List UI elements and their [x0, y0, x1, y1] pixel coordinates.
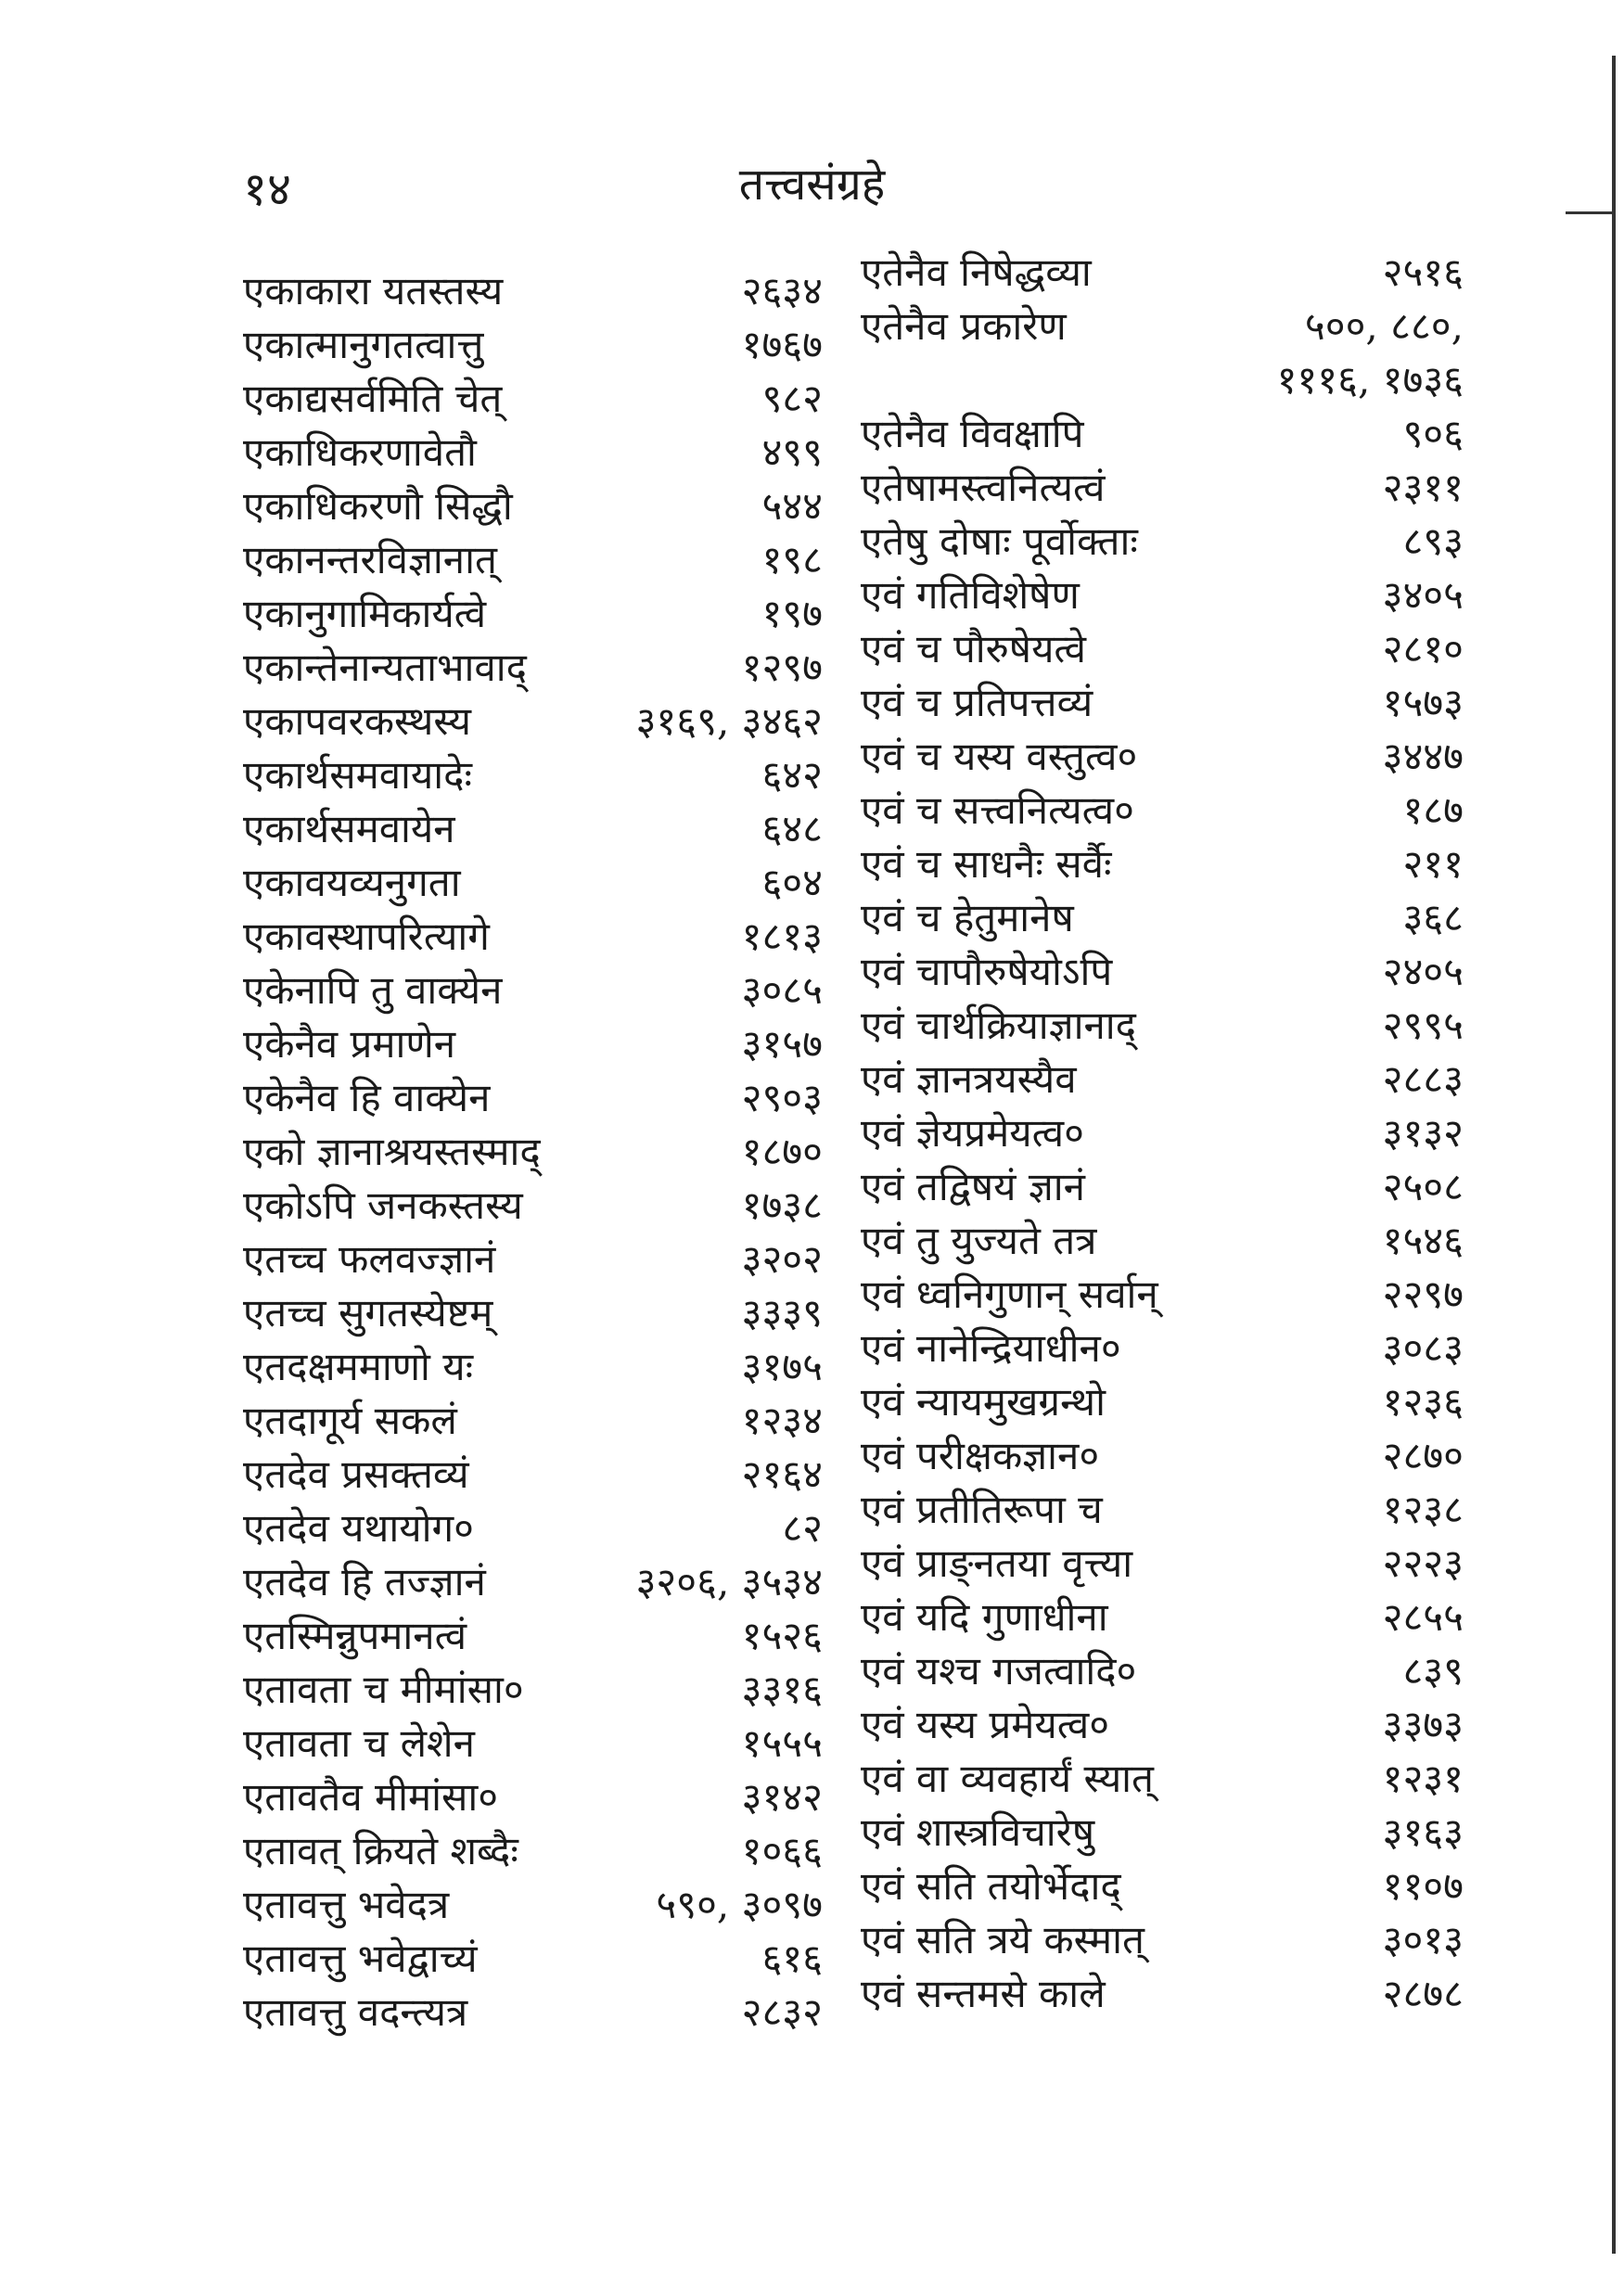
verse-number: ८३९: [1402, 1648, 1464, 1693]
index-row: [861, 1322, 1464, 1375]
index-entry: एतेनैव निषेद्धव्या: [861, 249, 1092, 295]
index-entry: एतेषु दोषाः पूर्वोक्ताः: [861, 518, 1138, 564]
verse-number: ८२: [782, 1505, 823, 1551]
verse-number: २५०८: [1382, 1164, 1464, 1209]
index-row: [243, 1179, 823, 1233]
index-column-left: [243, 264, 823, 2039]
index-entry: एवं च यस्य वस्तुत्व०: [861, 734, 1138, 779]
index-entry: एकाकारा यतस्तस्य: [243, 268, 504, 313]
index-entry: एकावयव्यनुगता: [243, 860, 461, 905]
index-row: [243, 1017, 823, 1071]
verse-number: ६४८: [761, 806, 823, 851]
verse-number: ३०८३: [1382, 1325, 1464, 1371]
index-row: [243, 264, 823, 318]
index-entry: एतस्मिन्नुपमानत्वं: [243, 1613, 467, 1658]
index-row: [861, 569, 1464, 622]
index-entry: एवं तद्विषयं ज्ञानं: [861, 1164, 1085, 1209]
index-row: [243, 802, 823, 856]
verse-number: १७६७: [741, 322, 823, 367]
index-entry: एवं च हेतुमानेष: [861, 895, 1074, 940]
index-entry: एकेनैव प्रमाणेन: [243, 1021, 456, 1067]
index-entry: एतेनैव प्रकारेण: [861, 303, 1067, 349]
verse-number: २९०३: [741, 1075, 823, 1120]
page-right-border: [1612, 56, 1616, 2254]
index-row: [243, 1071, 823, 1125]
index-entry: एवं चार्थक्रियाज्ञानाद्: [861, 1003, 1136, 1048]
verse-number: ३४०५: [1382, 572, 1464, 618]
verse-number: १९८: [761, 537, 823, 582]
index-entry: एवं यस्य प्रमेयत्व०: [861, 1702, 1110, 1747]
index-entry: एकाधिकरणौ सिद्धौ: [243, 483, 513, 529]
index-entry: एतच्च फलवज्ज्ञानं: [243, 1236, 496, 1282]
index-entry: एवं सति तयोर्भेदाद्: [861, 1863, 1121, 1909]
index-entry: एतदेव हि तज्ज्ञानं: [243, 1559, 486, 1604]
verse-number: ११०७: [1382, 1863, 1464, 1909]
index-entry: एवं सति त्रये कस्मात्: [861, 1917, 1144, 1962]
verse-number: २११: [1402, 841, 1464, 887]
verse-number: १५२६: [741, 1613, 823, 1658]
index-row: [243, 1932, 823, 1986]
index-row: [861, 1698, 1464, 1752]
index-row: [243, 1555, 823, 1609]
index-entry: एवं यश्च गजत्वादि०: [861, 1648, 1137, 1693]
verse-number: २८७८: [1382, 1971, 1464, 2016]
verse-number: ५९०, ३०९७: [656, 1882, 823, 1927]
index-entry: एकोऽपि जनकस्तस्य: [243, 1182, 523, 1228]
verse-number: २५१६: [1382, 249, 1464, 295]
index-row: [243, 1986, 823, 2039]
index-entry: एकानन्तरविज्ञानात्: [243, 537, 497, 582]
index-entry: एवं गतिविशेषेण: [861, 572, 1080, 618]
index-row: [861, 1644, 1464, 1698]
index-entry: एतेषामस्त्वनित्यत्वं: [861, 465, 1106, 510]
index-row: [861, 1053, 1464, 1106]
verse-number: ४९९: [761, 429, 823, 475]
index-row: [861, 999, 1464, 1053]
index-row: [861, 1429, 1464, 1483]
index-entry: एकेनापि तु वाक्येन: [243, 967, 503, 1013]
verse-number: ५००, ८८०,: [1304, 303, 1464, 349]
index-row: [243, 1125, 823, 1179]
index-entry: एकाधिकरणावेतौ: [243, 429, 477, 475]
index-entry: एतावत्तु वदन्त्यत्र: [243, 1989, 468, 2035]
index-row: [243, 1394, 823, 1448]
index-row: [243, 964, 823, 1017]
verse-number: २२२३: [1382, 1540, 1464, 1586]
verse-number: ३१४२: [741, 1774, 823, 1820]
verse-number: ८९३: [1402, 518, 1464, 564]
verse-number: १८१३: [741, 914, 823, 959]
index-entry: एतावत्तु भवेदत्र: [243, 1882, 450, 1927]
edge-tick: [1566, 211, 1612, 214]
index-column-right: [861, 246, 1464, 2021]
index-entry: एतच्च सुगतस्येष्टम्: [243, 1290, 493, 1336]
verse-number: ३३३९: [741, 1290, 823, 1336]
index-entry: एवं प्राङ्नतया वृत्त्या: [861, 1540, 1133, 1586]
verse-number: २८१०: [1382, 626, 1464, 671]
index-entry: एतावत् क्रियते शब्दैः: [243, 1828, 518, 1873]
verse-number: ३४४७: [1382, 734, 1464, 779]
index-row: [243, 1770, 823, 1824]
verse-number: ३६८: [1402, 895, 1464, 940]
verse-number: २१६४: [741, 1451, 823, 1497]
index-row: [861, 837, 1464, 891]
index-row: [243, 910, 823, 964]
index-row: [861, 353, 1464, 407]
index-row: [243, 1878, 823, 1932]
verse-number: १८७०: [741, 1129, 823, 1174]
verse-number: १५७३: [1382, 680, 1464, 725]
index-entry: एवं शास्त्रविचारेषु: [861, 1809, 1095, 1855]
index-entry: एवं ज्ञेयप्रमेयत्व०: [861, 1110, 1084, 1156]
index-entry: एतदेव प्रसक्तव्यं: [243, 1451, 469, 1497]
index-row: [243, 372, 823, 426]
index-row: [243, 1448, 823, 1502]
index-entry: एवं ज्ञानत्रयस्यैव: [861, 1056, 1077, 1102]
index-entry: एतावता च लेशेन: [243, 1720, 475, 1766]
index-entry: एवं ध्वनिगुणान् सर्वान्: [861, 1272, 1158, 1317]
index-row: [861, 407, 1464, 461]
verse-number: ३३७३: [1382, 1702, 1464, 1747]
index-entry: एवं सन्तमसे काले: [861, 1971, 1106, 2016]
verse-number: १०६६: [741, 1828, 823, 1873]
index-entry: एवं यदि गुणाधीना: [861, 1594, 1108, 1640]
verse-number: २८८३: [1382, 1056, 1464, 1102]
index-row: [861, 246, 1464, 300]
index-row: [861, 945, 1464, 999]
verse-number: १९७: [761, 591, 823, 636]
index-entry: एकेनैव हि वाक्येन: [243, 1075, 491, 1120]
index-row: [243, 1286, 823, 1340]
verse-number: १२९७: [741, 645, 823, 690]
index-row: [243, 587, 823, 641]
index-row: [243, 641, 823, 695]
index-entry: एकान्तेनान्यताभावाद्: [243, 645, 527, 690]
index-row: [243, 1717, 823, 1770]
index-entry: एतावत्तु भवेद्वाच्यं: [243, 1936, 478, 1981]
index-row: [861, 1160, 1464, 1214]
verse-number: १५४६: [1382, 1218, 1464, 1263]
index-row: [243, 1502, 823, 1555]
index-entry: एतदेव यथायोग०: [243, 1505, 474, 1551]
index-row: [861, 1591, 1464, 1644]
verse-number: ३२०६, ३५३४: [635, 1559, 823, 1604]
index-row: [861, 1913, 1464, 1967]
verse-number: २९९५: [1382, 1003, 1464, 1048]
index-row: [861, 515, 1464, 569]
verse-number: ३१७५: [741, 1344, 823, 1389]
index-entry: एकार्थसमवायादेः: [243, 752, 472, 798]
verse-number: ३३१६: [741, 1667, 823, 1712]
index-entry: एवं परीक्षकज्ञान०: [861, 1433, 1100, 1478]
index-row: [243, 1340, 823, 1394]
index-row: [243, 533, 823, 587]
index-row: [861, 1483, 1464, 1537]
verse-number: ३१६३: [1382, 1809, 1464, 1855]
index-row: [243, 426, 823, 479]
index-row: [243, 318, 823, 372]
index-entry: एकार्थसमवायेन: [243, 806, 455, 851]
index-entry: एतेनैव विवक्षापि: [861, 411, 1084, 456]
verse-number: १२३६: [1382, 1379, 1464, 1425]
verse-number: ३१५७: [741, 1021, 823, 1067]
verse-number: २८५५: [1382, 1594, 1464, 1640]
index-row: [861, 891, 1464, 945]
verse-number: २२९७: [1382, 1272, 1464, 1317]
index-row: [861, 1375, 1464, 1429]
verse-number: १२३४: [741, 1398, 823, 1443]
index-row: [243, 1663, 823, 1717]
verse-number: १७३८: [741, 1182, 823, 1228]
verse-number: १८७: [1402, 787, 1464, 833]
index-entry: एवं वा व्यवहार्यं स्यात्: [861, 1756, 1154, 1801]
verse-number: ३१३२: [1382, 1110, 1464, 1156]
index-entry: एवं च साधनैः सर्वैः: [861, 841, 1112, 887]
verse-number: ३०१३: [1382, 1917, 1464, 1962]
index-row: [243, 695, 823, 748]
index-entry: एतदागूर्य सकलं: [243, 1398, 457, 1443]
running-head: तत्त्वसंग्रहे: [738, 159, 886, 211]
verse-number: ५४४: [761, 483, 823, 529]
index-row: [243, 1233, 823, 1286]
verse-number: १२३८: [1382, 1487, 1464, 1532]
index-entry: एतावता च मीमांसा०: [243, 1667, 524, 1712]
verse-number: ६४२: [761, 752, 823, 798]
index-row: [861, 1214, 1464, 1268]
index-row: [243, 1609, 823, 1663]
index-row: [861, 1752, 1464, 1806]
index-row: [861, 622, 1464, 676]
verse-number: २३११: [1382, 465, 1464, 510]
index-entry: एकापवरकस्थस्य: [243, 698, 472, 744]
index-entry: एवं चापौरुषेयोऽपि: [861, 949, 1113, 994]
index-row: [243, 1824, 823, 1878]
index-row: [861, 461, 1464, 515]
verse-number: ९०६: [1402, 411, 1464, 456]
verse-number: १५५५: [741, 1720, 823, 1766]
verse-number: ३०८५: [741, 967, 823, 1013]
verse-number: २८७०: [1382, 1433, 1464, 1478]
index-entry: एतावतैव मीमांसा०: [243, 1774, 499, 1820]
index-row: [861, 1967, 1464, 2021]
verse-number: १२३१: [1382, 1756, 1464, 1801]
index-row: [861, 676, 1464, 730]
index-row: [243, 748, 823, 802]
index-row: [243, 856, 823, 910]
index-row: [861, 1537, 1464, 1591]
index-entry: एवं प्रतीतिरूपा च: [861, 1487, 1103, 1532]
index-row: [861, 1860, 1464, 1913]
page-number: १४: [243, 162, 291, 216]
index-entry: एकावस्थापरित्यागे: [243, 914, 490, 959]
index-row: [861, 1806, 1464, 1860]
index-row: [861, 1106, 1464, 1160]
index-entry: एवं च प्रतिपत्तव्यं: [861, 680, 1093, 725]
index-row: [861, 784, 1464, 837]
index-entry: एकाद्यसर्वमिति चेत्: [243, 376, 503, 421]
verse-number: २६३४: [741, 268, 823, 313]
index-entry: एवं च पौरुषेयत्वे: [861, 626, 1086, 671]
verse-number: ३१६९, ३४६२: [635, 698, 823, 744]
verse-number: ६०४: [761, 860, 823, 905]
verse-number: ३२०२: [741, 1236, 823, 1282]
index-entry: एकात्मानुगतत्वात्तु: [243, 322, 484, 367]
index-row: [243, 479, 823, 533]
index-entry: एवं तु युज्यते तत्र: [861, 1218, 1097, 1263]
verse-number: १११६, १७३६: [1276, 357, 1464, 403]
index-row: [861, 730, 1464, 784]
index-row: [861, 1268, 1464, 1322]
verse-number: ६१६: [761, 1936, 823, 1981]
verse-number: ९८२: [761, 376, 823, 421]
index-entry: एवं न्यायमुखग्रन्थो: [861, 1379, 1106, 1425]
index-entry: एवं नानेन्द्रियाधीन०: [861, 1325, 1121, 1371]
index-row: [861, 300, 1464, 353]
index-entry: एतदक्षममाणो यः: [243, 1344, 474, 1389]
verse-number: २८३२: [741, 1989, 823, 2035]
index-entry: एको ज्ञानाश्रयस्तस्माद्: [243, 1129, 541, 1174]
index-entry: एकानुगामिकार्यत्वे: [243, 591, 487, 636]
verse-number: २४०५: [1382, 949, 1464, 994]
index-entry: एवं च सत्त्वनित्यत्व०: [861, 787, 1134, 833]
